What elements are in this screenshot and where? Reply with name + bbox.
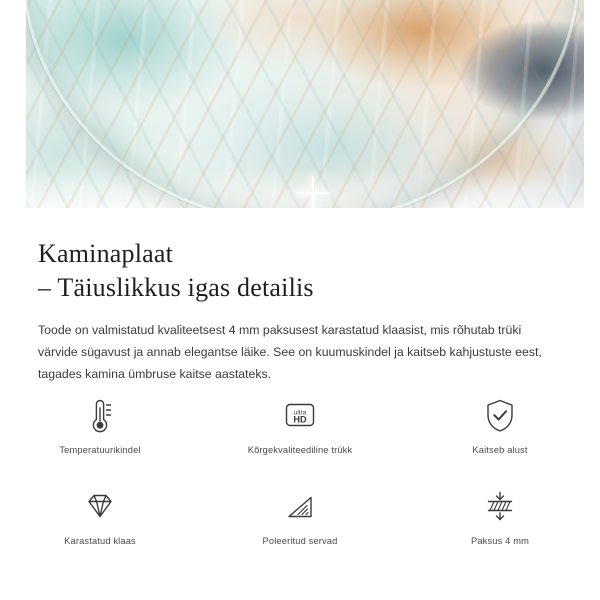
marble-veins	[0, 0, 600, 228]
feature-high-quality-print	[200, 392, 400, 470]
thermometer-icon	[80, 392, 120, 438]
svg-text:ultra: ultra	[293, 409, 307, 417]
hero-edge-mask-bottom	[0, 208, 600, 228]
body-paragraph: Toode on valmistatud kvaliteetsest 4 mm paksusest karastatud klaasist, mis rõhutab trüki värvide sügavust ja annab elegantse läike. See on kuumuskindel ja kaitseb kahjustuste eest, tagades kamina ümbruse kaitse aastateks.	[38, 323, 542, 381]
feature-thickness	[400, 483, 600, 561]
feature-polished-edges	[200, 483, 400, 561]
feature-label: Temperatuurikindel	[59, 445, 141, 455]
ultra-hd-icon	[277, 392, 323, 438]
feature-label: Karastatud klaas	[64, 536, 136, 546]
page-title	[0, 228, 600, 305]
hero-image	[0, 0, 600, 228]
headline-line-1: Kaminaplaat	[38, 239, 174, 268]
diamond-icon	[77, 483, 123, 529]
headline-line-2: – Täiuslikkus igas detailis	[38, 273, 314, 302]
feature-temperature-resistant	[0, 392, 200, 470]
polished-edges-icon	[277, 483, 323, 529]
feature-label: Kõrgekvaliteediline trükk	[247, 445, 353, 455]
feature-tempered-glass	[0, 483, 200, 561]
feature-label: Poleeritud servad	[262, 536, 338, 546]
feature-label: Kaitseb alust	[472, 445, 528, 455]
hero-edge-mask-right	[584, 0, 600, 228]
feature-label: Paksus 4 mm	[471, 536, 529, 546]
shield-check-icon	[478, 392, 522, 438]
thickness-icon	[477, 483, 523, 529]
feature-grid	[0, 392, 600, 561]
page-footer-space	[0, 584, 600, 600]
feature-protects-surface	[400, 392, 600, 470]
hero-edge-mask-left	[0, 0, 26, 228]
svg-text:HD: HD	[293, 414, 307, 425]
text-content	[0, 228, 600, 385]
